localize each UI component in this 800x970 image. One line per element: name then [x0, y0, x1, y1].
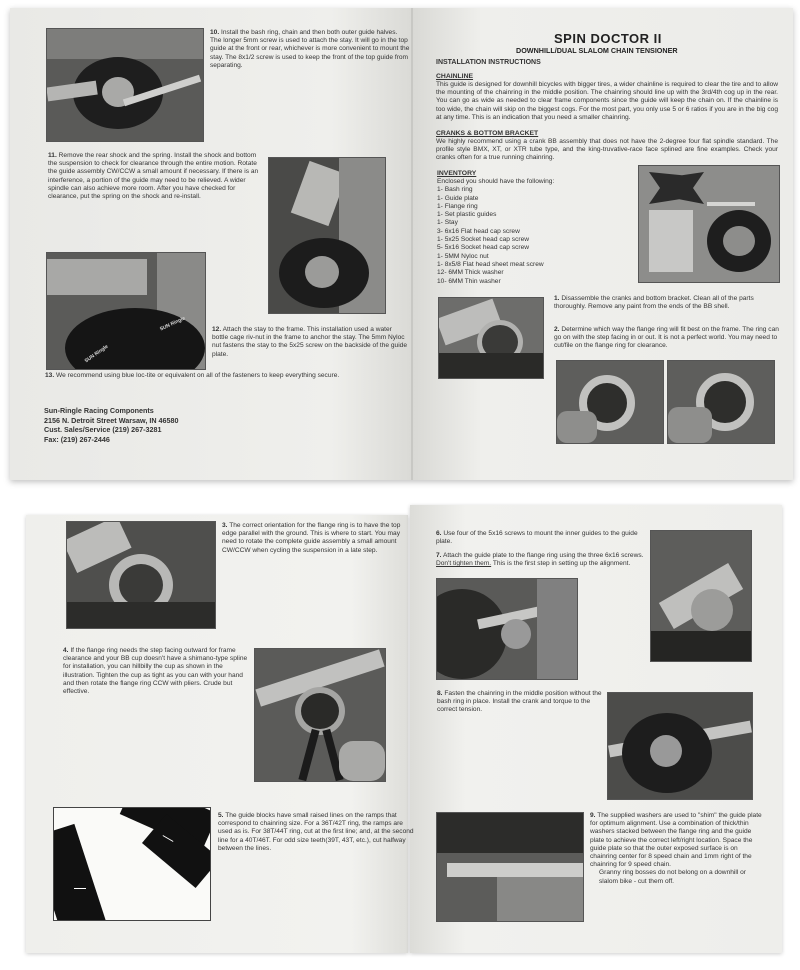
- step-9: 9. The supplied washers are used to "shim" the guide plate for optimum alignment. Use a combination of thick/thin washers stacked between the flange ring and the guide plate to achieve the correct left/right location. Space the guide plate so that the outer exposed surface is on chainring center for 8 speed chain and 1mm right of the chainring for 9 speed chain. Granny ring bosses do not belong on a downhill or slalom bike - cut them off.: [590, 812, 762, 885]
- inventory-item: 1- 8x5/8 Flat head sheet meat screw: [437, 260, 544, 268]
- inventory-item: 1- Flange ring: [437, 202, 478, 210]
- photo-pliers-cup: [254, 648, 386, 782]
- photo-chainring-middle: [607, 692, 753, 800]
- document-title: SPIN DOCTOR II: [554, 31, 662, 46]
- brand-print-sun-ringle-2: SUN Ringle: [83, 343, 110, 365]
- company-phone: Cust. Sales/Service (219) 267-3281: [44, 425, 162, 435]
- installation-heading: INSTALLATION INSTRUCTIONS: [436, 59, 541, 66]
- inventory-heading: INVENTORY: [437, 170, 477, 177]
- photo-washer-shims: [436, 812, 584, 922]
- inventory-item: 12- 6MM Thick washer: [437, 269, 504, 277]
- photo-bb-shell: [438, 297, 544, 379]
- dont-tighten-warning: Don't tighten them.: [436, 560, 492, 568]
- photo-bash-ring-installed: [46, 28, 204, 142]
- step-13: 13. We recommend using blue loc-tite or equivalent on all of the fasteners to keep everything secure.: [45, 372, 340, 379]
- step-11: 11. Remove the rear shock and the spring. Install the shock and bottom the suspension to check for clearance through the entire motion. Rotate the guide assembly CW/CCW a small amount if necessary. If there is an interference, a portion of the guide may need to be relieved. A wider spindle can also achieve more room. After you have checked for clearance, put the spring on the shock and re-install.: [48, 152, 259, 201]
- company-address: 2156 N. Detroit Street Warsaw, IN 46580: [44, 415, 179, 425]
- photo-guide-chainring: [46, 252, 206, 370]
- step-4: 4. If the flange ring needs the step facing outward for frame clearance and your BB cup doesn't have a shimano-type spline for installation, you can hillbilly the cup as shown in the illustration. Tighten the cup as tight as you can with your hand and then rotate the flange ring CCW with pliers. Crude but effective.: [63, 647, 248, 696]
- inventory-item: 3- 6x16 Flat head cap screw: [437, 227, 520, 235]
- cranks-text: We highly recommend using a crank BB assembly that does not have the 2-degree four flat spindle standard. The profile style BMX, XT, or XTR tube type, and the king-truvative-race face splined are fine examples. Check your cranks often for a true running chainring.: [436, 138, 778, 162]
- inventory-item: 1- 5x25 Socket head cap screw: [437, 236, 529, 244]
- inventory-item: 1- Set plastic guides: [437, 211, 497, 219]
- photo-flange-ring-1: [556, 360, 664, 444]
- inventory-item: 1- Stay: [437, 219, 458, 227]
- chainline-text: This guide is designed for downhill bicycles with bigger tires, a wider chainline is required to clear the tire and to allow the mounting of the chainring in the middle position. The chainring should line up with the 3rd/4th cog up in the rear. You can go as wide as needed to clear frame components since the guide will keep the chain on. If the chainline is too wide, the chain will skip on the biggest cogs. For the most part, you only use 5 or 6 ratios if you are in the big cog at any time. This is an indication that you need a smaller chainring.: [436, 81, 778, 121]
- company-name: Sun-Ringle Racing Components: [44, 406, 154, 415]
- illustration-guide-blocks: [53, 807, 211, 921]
- step-3: 3. The correct orientation for the flange ring is to have the top edge parallel with the ground. This is where to start. You may need to rotate the complete guide assembly a small amount CW/CCW when cycling the suspension in a late step.: [222, 522, 401, 554]
- step-8: 8. Fasten the chainring in the middle position without the bash ring in place. Install the crank and torque to the correct tension.: [437, 690, 602, 714]
- inventory-item: 10- 6MM Thin washer: [437, 277, 501, 285]
- inventory-item: 1- 5MM Nyloc nut: [437, 252, 489, 260]
- photo-flange-orientation: [66, 521, 216, 629]
- inventory-item: 5- 5x16 Socket head cap screw: [437, 244, 529, 252]
- step-9-note: Granny ring bosses do not belong on a downhill or slalom bike - cut them off.: [599, 869, 746, 885]
- company-contact: [44, 406, 179, 444]
- step-10: 10. Install the bash ring, chain and then both outer guide halves. The longer 5mm screw is used to attach the stay. It will go in the top guide at the front or rear, whichever is more convenient to mount the stay. The 8x1/2 screw is used to keep the front of the top guide from separating.: [210, 29, 410, 69]
- inventory-item: 1- Guide plate: [437, 194, 479, 202]
- photo-guide-plate-mounted: [436, 578, 578, 680]
- step-5: 5. The guide blocks have small raised lines on the ramps that correspond to chainring size. For a 36T/42T ring, the ramps are used as is. For 38T/44T ring, cut at the first line; and, at the second line for a 40T/46T. For odd size teeth(39T, 43T, etc.), cut halfway between the lines.: [218, 812, 414, 852]
- photo-parts-kit: [638, 165, 780, 283]
- step-6: 6. Use four of the 5x16 screws to mount the inner guides to the guide plate.: [436, 530, 638, 546]
- step-12: 12. Attach the stay to the frame. This installation used a water bottle cage riv-nut in the frame to anchor the stay. The 5mm Nyloc nut fastens the stay to the 5x25 screw on the backside of the guide plate.: [212, 326, 408, 358]
- inventory-item: 1- Bash ring: [437, 186, 473, 194]
- step-7: 7. Attach the guide plate to the flange ring using the three 6x16 screws. Don't tighten them. This is the first step in setting up the alignment.: [436, 552, 644, 568]
- photo-shock-clearance: [268, 157, 386, 314]
- document-subtitle: DOWNHILL/DUAL SLALOM CHAIN TENSIONER: [516, 46, 678, 55]
- company-fax: Fax: (219) 267-2446: [44, 434, 110, 444]
- brand-print-sun-ringle: SUN Ringle: [159, 315, 187, 333]
- step-1: 1. Disassemble the cranks and bottom bracket. Clean all of the parts thoroughly. Remove any paint from the ends of the BB shell.: [554, 295, 754, 311]
- chainline-heading: CHAINLINE: [436, 73, 474, 80]
- cranks-heading: CRANKS & BOTTOM BRACKET: [436, 130, 539, 137]
- step-2: 2. Determine which way the flange ring will fit best on the frame. The ring can go on with the step facing in or out. It is not a perfect world. You may need to cut/file on the flange ring for clearance.: [554, 326, 779, 350]
- inventory-intro: Enclosed you should have the following:: [437, 178, 555, 185]
- inventory-list: [437, 178, 554, 286]
- photo-inner-guides: [650, 530, 752, 662]
- photo-flange-ring-2: [667, 360, 775, 444]
